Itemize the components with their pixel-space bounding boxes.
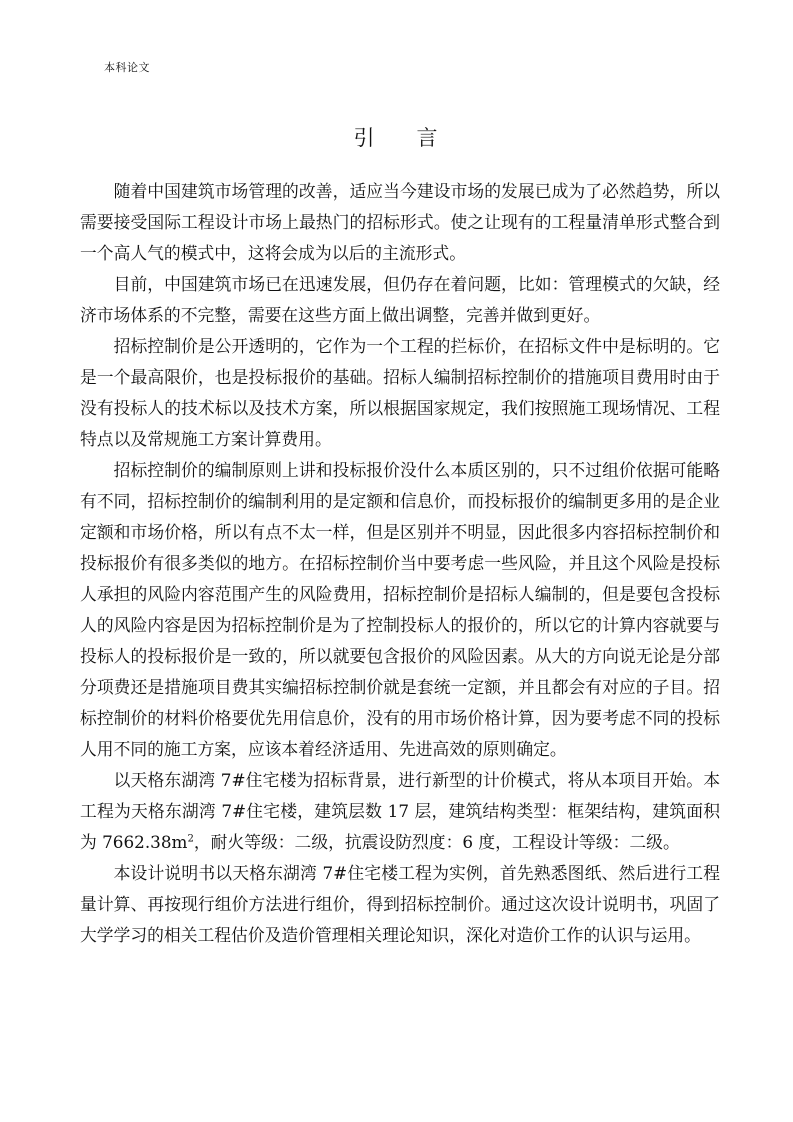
- paragraph-6: 本设计说明书以天格东湖湾 7#住宅楼工程为实例，首先熟悉图纸、然后进行工程量计算、再按现行组价方法进行组价，得到招标控制价。通过这次设计说明书，巩固了大学学习的相关工程估价及造价管理相关理论知识，深化对造价工作的认识与运用。: [80, 863, 720, 945]
- running-header: 本科论文: [104, 61, 150, 74]
- paragraph-5-text-cont: ，耐火等级：二级，抗震设防烈度：6 度，工程设计等级：二级。: [193, 832, 680, 852]
- paragraph-3: 招标控制价是公开透明的，它作为一个工程的拦标价，在招标文件中是标明的。它是一个最高限价，也是投标报价的基础。招标人编制招标控制价的措施项目费用时由于没有投标人的技术标以及技术方案，所以根据国家规定，我们按照施工现场情况、工程特点以及常规施工方案计算费用。: [80, 336, 720, 449]
- paragraph-5: [80, 765, 720, 858]
- paragraph-1: 随着中国建筑市场管理的改善，适应当今建设市场的发展已成为了必然趋势，所以需要接受国际工程设计市场上最热门的招标形式。使之让现有的工程量清单形式整合到一个高人气的模式中，这将会成为以后的主流形式。: [80, 181, 720, 263]
- page-title: 引言: [353, 126, 480, 150]
- paragraph-5-text: 以天格东湖湾 7#住宅楼为招标背景，进行新型的计价模式，将从本项目开始。本工程为天格东湖湾 7#住宅楼，建筑层数 17 层，建筑结构类型：框架结构，建筑面积为 7662.38m: [80, 770, 720, 852]
- superscript-exponent: 2: [187, 833, 194, 845]
- body-text: [80, 176, 720, 951]
- paragraph-2: 目前，中国建筑市场已在迅速发展，但仍存在着问题，比如：管理模式的欠缺，经济市场体系的不完整，需要在这些方面上做出调整，完善并做到更好。: [80, 274, 720, 325]
- paragraph-4: 招标控制价的编制原则上讲和投标报价没什么本质区别的，只不过组价依据可能略有不同，招标控制价的编制利用的是定额和信息价，而投标报价的编制更多用的是企业定额和市场价格，所以有点不太一样，但是区别并不明显，因此很多内容招标控制价和投标报价有很多类似的地方。在招标控制价当中要考虑一些风险，并且这个风险是投标人承担的风险内容范围产生的风险费用，招标控制价是招标人编制的，但是要包含投标人的风险内容是因为招标控制价是为了控制投标人的报价的，所以它的计算内容就要与投标人的投标报价是一致的，所以就要包含报价的风险因素。从大的方向说无论是分部分项费还是措施项目费其实编招标控制价就是套统一定额，并且都会有对应的子目。招标控制价的材料价格要优先用信息价，没有的用市场价格计算，因为要考虑不同的投标人用不同的施工方案，应该本着经济适用、先进高效的原则确定。: [80, 460, 720, 759]
